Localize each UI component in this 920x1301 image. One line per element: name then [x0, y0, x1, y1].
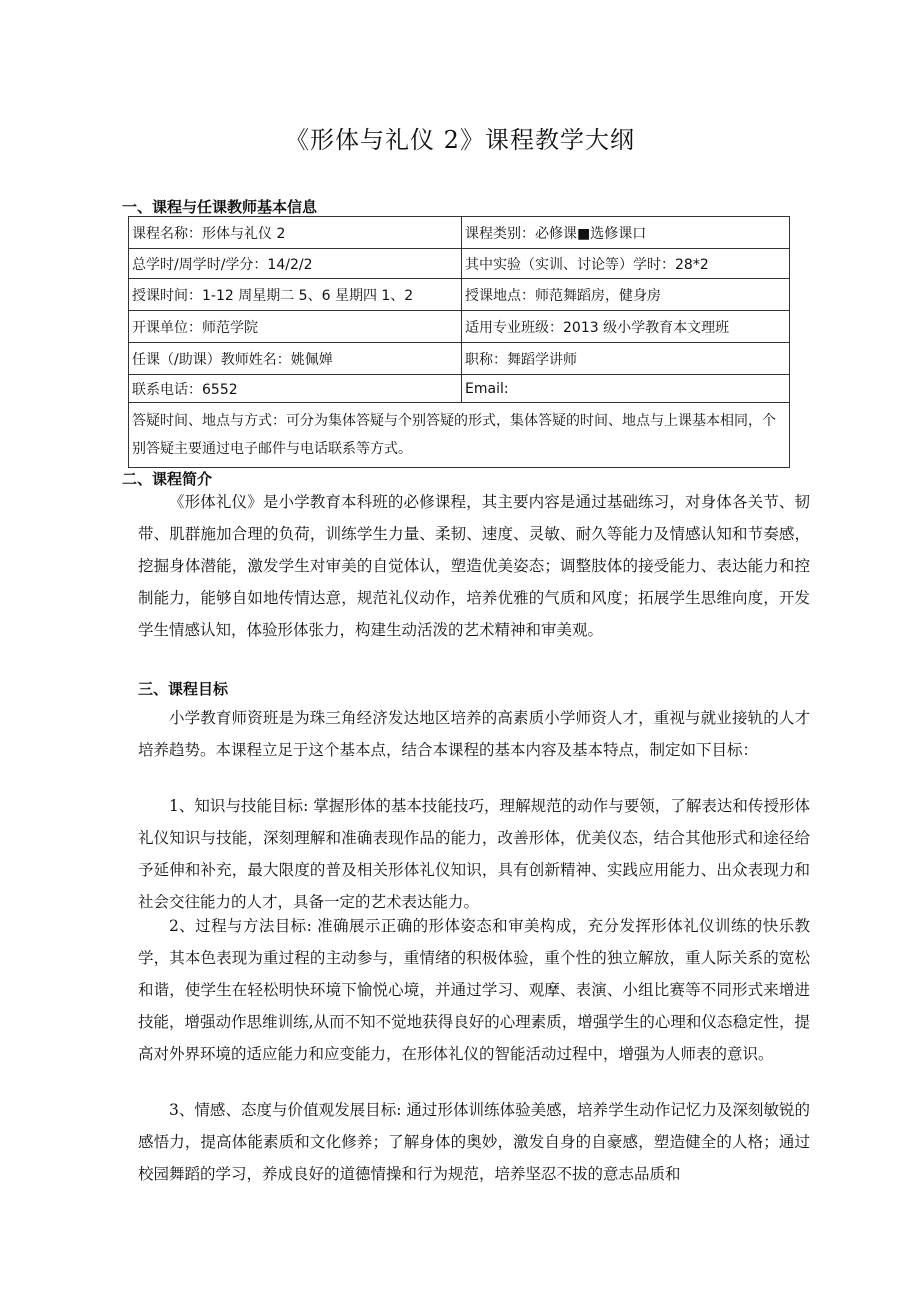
course-intro-paragraph: 《形体礼仪》是小学教育本科班的必修课程，其主要内容是通过基础练习，对身体各关节、韧带、肌群施加合理的负荷，训练学生力量、柔韧、速度、灵敏、耐久等能力及情感认知和节奏感，挖掘身体潜能，激发学生对审美的自觉体认，塑造优美姿态；调整肢体的接受能力、表达能力和控制能力，能够自如地传情达意，规范礼仪动作，培养优雅的气质和风度；拓展学生思维向度，开发学生情感认知，体验形体张力，构建生动活泼的艺术精神和审美观。 [138, 493, 810, 639]
lab-hours-cell: 其中实验（实训、讨论等）学时：28*2 [462, 249, 790, 279]
target-class-cell: 适用专业班级：2013 级小学教育本文理班 [462, 311, 790, 343]
section2-heading: 二、课程简介 [122, 470, 213, 488]
goals-intro-paragraph: 小学教育师资班是为珠三角经济发达地区培养的高素质小学师资人才，重视与就业接轨的人才培养趋势。本课程立足于这个基本点，结合本课程的基本内容及基本特点，制定如下目标： [138, 709, 810, 759]
teacher-name-cell: 任课（/助课）教师姓名：姚佩婵 [129, 343, 462, 375]
class-location-cell: 授课地点：师范舞蹈房，健身房 [462, 279, 790, 311]
department-cell: 开课单位：师范学院 [129, 311, 462, 343]
section1-heading: 一、课程与任课教师基本信息 [122, 198, 318, 216]
qa-cell: 答疑时间、地点与方式：可分为集体答疑与个别答疑的形式，集体答疑的时间、地点与上课基本相同，个别答疑主要通过电子邮件与电话联系等方式。 [129, 403, 790, 468]
hours-cell: 总学时/周学时/学分：14/2/2 [129, 249, 462, 279]
course-info-table [128, 216, 790, 468]
goal-1-paragraph: 1、知识与技能目标: 掌握形体的基本技能技巧，理解规范的动作与要领，了解表达和传授形体礼仪知识与技能，深刻理解和准确表现作品的能力，改善形体，优美仪态，结合其他形式和途径给予延伸和补充，最大限度的普及相关形体礼仪知识，具有创新精神、实践应用能力、出众表现力和社会交往能力的人才，具备一定的艺术表达能力。 [138, 797, 810, 911]
goal-2-paragraph: 2、过程与方法目标: 准确展示正确的形体姿态和审美构成，充分发挥形体礼仪训练的快乐教学，其本色表现为重过程的主动参与，重情绪的积极体验，重个性的独立解放，重人际关系的宽松和谐，使学生在轻松明快环境下愉悦心境，并通过学习、观摩、表演、小组比赛等不同形式来增进技能，增强动作思维训练,从而不知不觉地获得良好的心理素质，增强学生的心理和仪态稳定性，提高对外界环境的适应能力和应变能力，在形体礼仪的智能活动过程中，增强为人师表的意识。 [138, 917, 810, 1063]
class-time-cell: 授课时间：1-12 周星期二 5、6 星期四 1、2 [129, 279, 462, 311]
goal-3-paragraph: 3、情感、态度与价值观发展目标: 通过形体训练体验美感，培养学生动作记忆力及深刻敏锐的感悟力，提高体能素质和文化修养；了解身体的奥妙，激发自身的自豪感，塑造健全的人格；通过校园舞蹈的学习，养成良好的道德情操和行为规范，培养坚忍不拔的意志品质和 [138, 1101, 810, 1183]
course-name-cell: 课程名称：形体与礼仪 2 [129, 217, 462, 249]
section3-heading: 三、课程目标 [138, 680, 229, 698]
email-cell: Email: [462, 375, 790, 403]
page-title: 《形体与礼仪 2》课程教学大纲 [285, 126, 635, 154]
phone-cell: 联系电话：6552 [129, 375, 462, 403]
course-type-cell: 课程类别：必修课■选修课口 [462, 217, 790, 249]
teacher-title-cell: 职称：舞蹈学讲师 [462, 343, 790, 375]
